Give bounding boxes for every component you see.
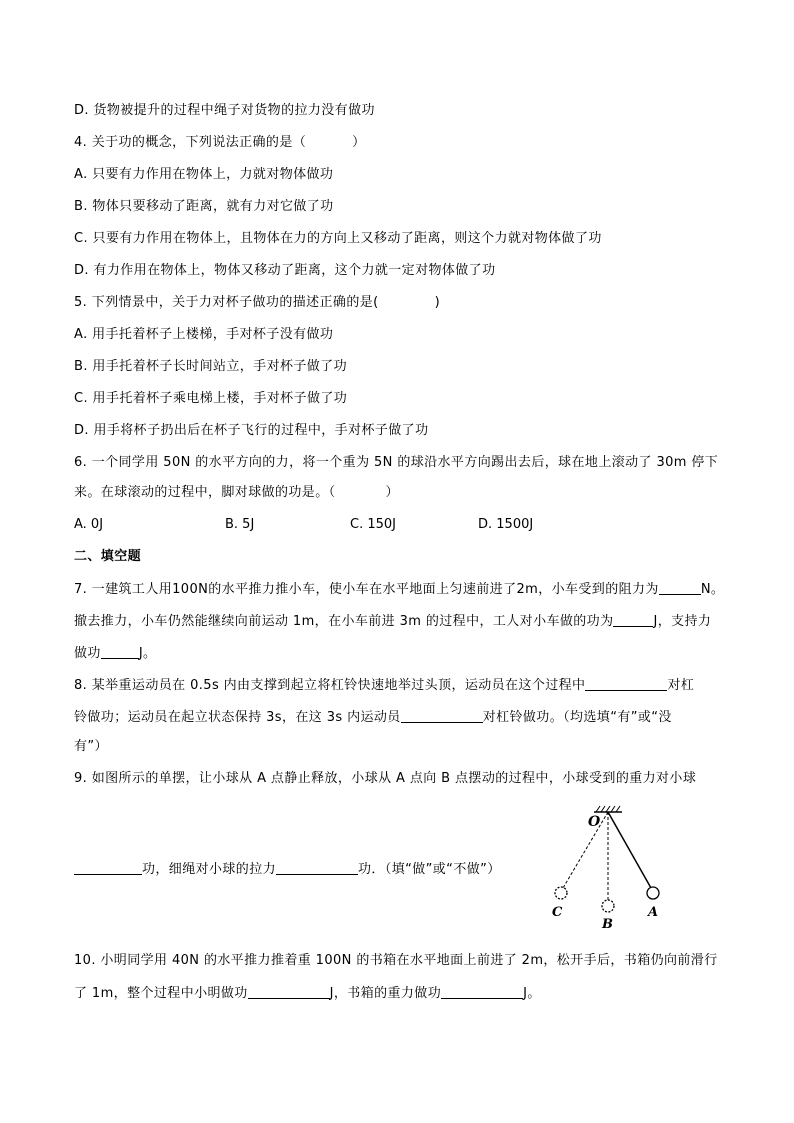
q8-blank-2[interactable] xyxy=(401,708,483,723)
section-fill-blank-title: 二、填空题 xyxy=(74,549,142,564)
q3-option-d: D. 货物被提升的过程中绳子对货物的拉力没有做功 xyxy=(74,103,375,118)
ceiling-support xyxy=(594,806,622,812)
q6-option-b: B. 5J xyxy=(225,517,255,532)
q4-option-d: D. 有力作用在物体上，物体又移动了距离，这个力就一定对物体做了功 xyxy=(74,263,496,278)
q7-text-4: J，支持力 xyxy=(653,614,712,629)
q6-option-a: A. 0J xyxy=(74,517,104,532)
q9-line1: 9. 如图所示的单摆，让小球从 A 点静止释放，小球从 A 点向 B 点摆动的过程中，小球受到的重力对小球 xyxy=(74,771,697,786)
q5-option-a: A. 用手托着杯子上楼梯，手对杯子没有做功 xyxy=(74,327,334,342)
q7-line2 xyxy=(74,612,711,631)
q7-blank-resistance[interactable] xyxy=(659,580,701,595)
q4-option-b: B. 物体只要移动了距离，就有力对它做了功 xyxy=(74,199,334,214)
q8-line1 xyxy=(74,676,694,695)
q8-text-3: 铃做功；运动员在起立状态保持 3s，在这 3s 内运动员 xyxy=(74,710,401,725)
q6-stem-close: ） xyxy=(385,485,399,500)
q10-blank-xiaoming-work[interactable] xyxy=(248,984,330,999)
q7-line1 xyxy=(74,580,724,599)
q5-option-b: B. 用手托着杯子长时间站立，手对杯子做了功 xyxy=(74,359,347,374)
q9-line2 xyxy=(74,860,501,879)
q7-line3 xyxy=(74,644,156,663)
q6-option-c: C. 150J xyxy=(350,517,396,532)
q6-stem-line1: 6. 一个同学用 50N 的水平方向的力，将一个重为 5N 的球沿水平方向踢出去后，球在地上滚动了 30m 停下 xyxy=(74,455,719,470)
q5-option-d: D. 用手将杯子扔出后在杯子飞行的过程中，手对杯子做了功 xyxy=(74,423,429,438)
q8-text-4: 对杠铃做功。（均选填“有”或“没 xyxy=(482,710,672,725)
label-o: O xyxy=(588,814,601,830)
q10-text-1: 了 1m，整个过程中小明做功 xyxy=(74,986,248,1001)
q4-option-c: C. 只要有力作用在物体上，且物体在力的方向上又移动了距离，则这个力就对物体做了功 xyxy=(74,231,602,246)
ball-a xyxy=(647,887,659,899)
q6-stem-line2 xyxy=(74,484,399,502)
q6-option-d: D. 1500J xyxy=(478,517,534,532)
ball-b xyxy=(602,900,614,912)
q5-stem-text: 5. 下列情景中，关于力对杯子做功的描述正确的是( xyxy=(74,295,379,310)
q10-line2 xyxy=(74,984,541,1003)
pendulum-figure xyxy=(540,800,680,930)
q9-text-1: 功，细绳对小球的拉力 xyxy=(142,862,277,877)
q8-line3: 有”） xyxy=(74,739,108,754)
q10-text-3: J。 xyxy=(523,986,541,1001)
q8-text-1: 8. 某举重运动员在 0.5s 内由支撑到起立将杠铃快速地举过头顶，运动员在这个过程中 xyxy=(74,678,586,693)
label-a: A xyxy=(648,905,659,920)
label-b: B xyxy=(602,917,613,930)
q4-option-a: A. 只要有力作用在物体上，力就对物体做功 xyxy=(74,167,334,182)
q10-text-2: J，书箱的重力做功 xyxy=(329,986,442,1001)
q8-line2 xyxy=(74,708,672,727)
label-c: C xyxy=(552,905,563,920)
q6-stem-text: 来。在球滚动的过程中，脚对球做的功是。（ xyxy=(74,485,336,500)
q7-text-2: N。 xyxy=(700,582,725,597)
q4-stem xyxy=(74,134,366,152)
q4-stem-text: 4. 关于功的概念，下列说法正确的是（ xyxy=(74,135,307,150)
q9-blank-tension[interactable] xyxy=(276,860,358,875)
q7-blank-work[interactable] xyxy=(613,612,653,627)
q5-stem xyxy=(74,294,440,312)
q9-text-2: 功．（填“做”或“不做”） xyxy=(358,862,501,877)
q7-blank-support-work[interactable] xyxy=(101,644,139,659)
q10-blank-gravity-work[interactable] xyxy=(441,984,523,999)
q4-stem-close: ） xyxy=(352,135,366,150)
q7-text-3: 撤去推力，小车仍然能继续向前运动 1m，在小车前进 3m 的过程中，工人对小车做的功为 xyxy=(74,614,614,629)
string-a xyxy=(608,812,651,888)
string-c xyxy=(563,812,608,888)
q10-line1: 10. 小明同学用 40N 的水平推力推着重 100N 的书箱在水平地面上前进了 2m，松开手后，书箱仍向前滑行 xyxy=(74,953,718,968)
q5-stem-close: ) xyxy=(434,295,441,310)
q8-blank-1[interactable] xyxy=(585,676,667,691)
q9-blank-gravity[interactable] xyxy=(74,860,142,875)
q8-text-2: 对杠 xyxy=(667,678,695,693)
q7-text-1: 7. 一建筑工人用100N的水平推力推小车，使小车在水平地面上匀速前进了2m，小车受到的阻力为 xyxy=(74,582,659,597)
q7-text-5: 做功 xyxy=(74,646,101,661)
q5-option-c: C. 用手托着杯子乘电梯上楼，手对杯子做了功 xyxy=(74,391,348,406)
q7-text-6: J。 xyxy=(138,646,157,661)
ball-c xyxy=(555,887,567,899)
